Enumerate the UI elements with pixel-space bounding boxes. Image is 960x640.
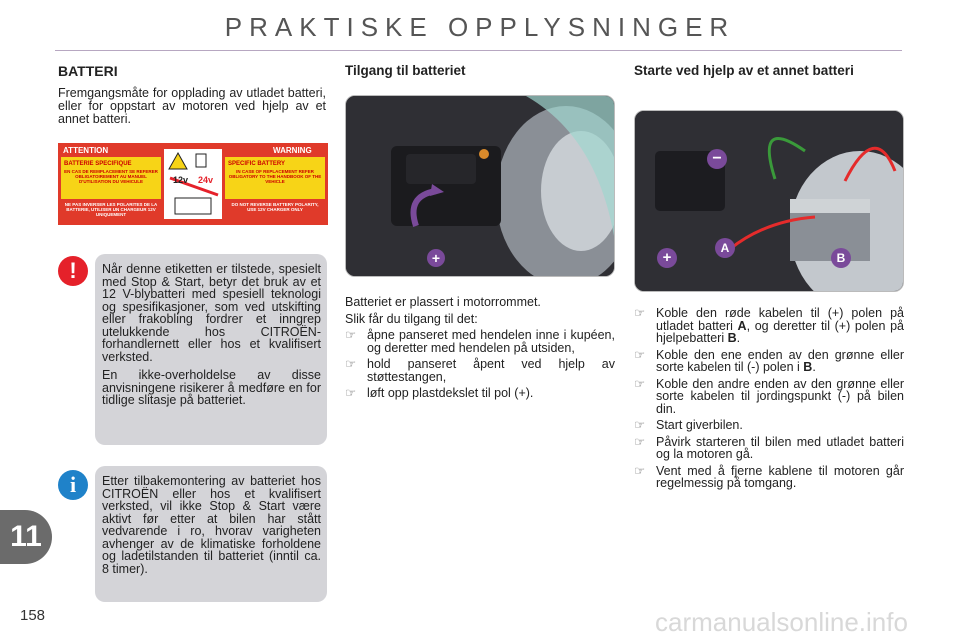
pointing-hand-icon: ☞ bbox=[634, 418, 646, 432]
engine-bay-photo bbox=[345, 95, 615, 277]
warning-exclamation-icon: ! bbox=[58, 256, 88, 286]
pointing-hand-icon: ☞ bbox=[345, 328, 357, 342]
jump-start-steps bbox=[634, 307, 904, 494]
minus-marker: − bbox=[712, 150, 722, 167]
info-notice-text: Etter tilbakemontering av batteriet hos CITROËN eller hos et kvalifisert verksted, vil ikke Stop & Start være aktivt før etter at bilen har stått vedvarende i ro, hvorav varigheten avhenger av de klimatiske forholdene og ladetilstanden til batteriet (inntil ca. 8 timer). bbox=[102, 474, 321, 576]
access-steps bbox=[345, 329, 615, 404]
battery-intro: Fremgangsmåte for opplading av utladet batteri, eller for oppstart av motoren ved hjelp av et annet batteri. bbox=[58, 86, 326, 126]
battery-heading: BATTERI bbox=[58, 63, 118, 79]
info-notice bbox=[95, 466, 327, 602]
engine-bay-illustration bbox=[346, 96, 614, 276]
label-24v: 24v bbox=[198, 175, 214, 185]
plus-terminal-marker: + bbox=[431, 250, 441, 266]
header-divider bbox=[55, 50, 902, 51]
list-item: ☞ Påvirk starteren til bilen med utladet batteri og la motoren gå. bbox=[634, 434, 904, 461]
jump-start-photo bbox=[634, 110, 904, 292]
access-heading: Tilgang til batteriet bbox=[345, 63, 466, 78]
plus-marker: + bbox=[662, 249, 672, 266]
list-item: ☞ Koble den røde kabelen til (+) polen på utladet batteri A, og deretter til (+) polen på hjelpebatteri B. bbox=[634, 306, 904, 345]
battery-warning-label bbox=[58, 143, 328, 225]
label-fr-polarity: NE PAS INVERSER LES POLARITES DE LA BATTERIE, UTILISER UN CHARGEUR 12V UNIQUEMENT bbox=[64, 202, 158, 217]
jump-start-heading: Starte ved hjelp av et annet batteri bbox=[634, 63, 854, 78]
pointing-hand-icon: ☞ bbox=[634, 347, 646, 362]
list-item: ☞ løft opp plastdekslet til pol (+). bbox=[345, 386, 534, 400]
list-item: ☞ Koble den ene enden av den grønne eller sorte kabelen til (-) polen i B. bbox=[634, 347, 904, 374]
list-item: ☞ Vent med å fjerne kablene til motoren går regelmessig på tomgang. bbox=[634, 463, 904, 490]
chapter-tab: 11 bbox=[0, 510, 52, 564]
pointing-hand-icon: ☞ bbox=[345, 357, 357, 371]
info-icon: i bbox=[58, 470, 88, 500]
label-fr-text: EN CAS DE REMPLACEMENT SE REFERER OBLIGATOIREMENT AU MANUEL D'UTILISATION DU VEHICULE bbox=[64, 169, 158, 184]
pointing-hand-icon: ☞ bbox=[345, 386, 357, 400]
list-item: ☞ Start giverbilen. bbox=[634, 418, 743, 432]
watermark: carmanualsonline.info bbox=[655, 607, 908, 637]
pointing-hand-icon: ☞ bbox=[634, 463, 646, 478]
warning-notice-text-2: En ikke-overholdelse av disse anvisningene risikerer å medføre en for tidlige slitasje på batteriet. bbox=[102, 368, 321, 407]
pointing-hand-icon: ☞ bbox=[634, 306, 646, 320]
label-attention: ATTENTION bbox=[63, 146, 109, 155]
pointing-hand-icon: ☞ bbox=[634, 376, 646, 391]
warning-notice-text-1: Når denne etiketten er tilstede, spesielt med Stop & Start, betyr det bruk av et 12 V-blybatteri med spesiell teknologi og spesifikasjoner, som ved utskifting eller frakobling fordrer et inngrep utelukkende hos CITROËN-forhandlernett eller hos et kvalifisert verksted. bbox=[102, 262, 321, 364]
label-fr-title: BATTERIE SPECIFIQUE bbox=[64, 161, 132, 167]
label-en-polarity: DO NOT REVERSE BATTERY POLARITY, USE 12V CHARGER ONLY bbox=[231, 202, 319, 212]
label-en-text: IN CASE OF REPLACEMENT REFER OBLIGATORY TO THE HANDBOOK OF THE VEHICLE bbox=[228, 169, 322, 184]
list-item: ☞ åpne panseret med hendelen inne i kupéen, og deretter med hendelen på utsiden, bbox=[345, 328, 615, 355]
access-text-2: Slik får du tilgang til det: bbox=[345, 312, 478, 326]
battery-a-marker: A bbox=[720, 241, 730, 255]
list-item: ☞ hold panseret åpent ved hjelp av støttestangen, bbox=[345, 357, 615, 384]
label-12v: 12v bbox=[173, 175, 189, 185]
page-number: 158 bbox=[20, 607, 46, 624]
battery-b-marker: B bbox=[836, 251, 846, 265]
pointing-hand-icon: ☞ bbox=[634, 434, 646, 449]
access-text-1: Batteriet er plassert i motorrommet. bbox=[345, 295, 541, 309]
warning-notice bbox=[95, 254, 327, 445]
label-warning: WARNING bbox=[273, 146, 312, 155]
label-en-title: SPECIFIC BATTERY bbox=[228, 161, 286, 167]
page-title: PRAKTISKE OPPLYSNINGER bbox=[224, 12, 736, 42]
list-item: ☞ Koble den andre enden av den grønne eller sorte kabelen til jordingspunkt (-) på bilen din. bbox=[634, 376, 904, 416]
